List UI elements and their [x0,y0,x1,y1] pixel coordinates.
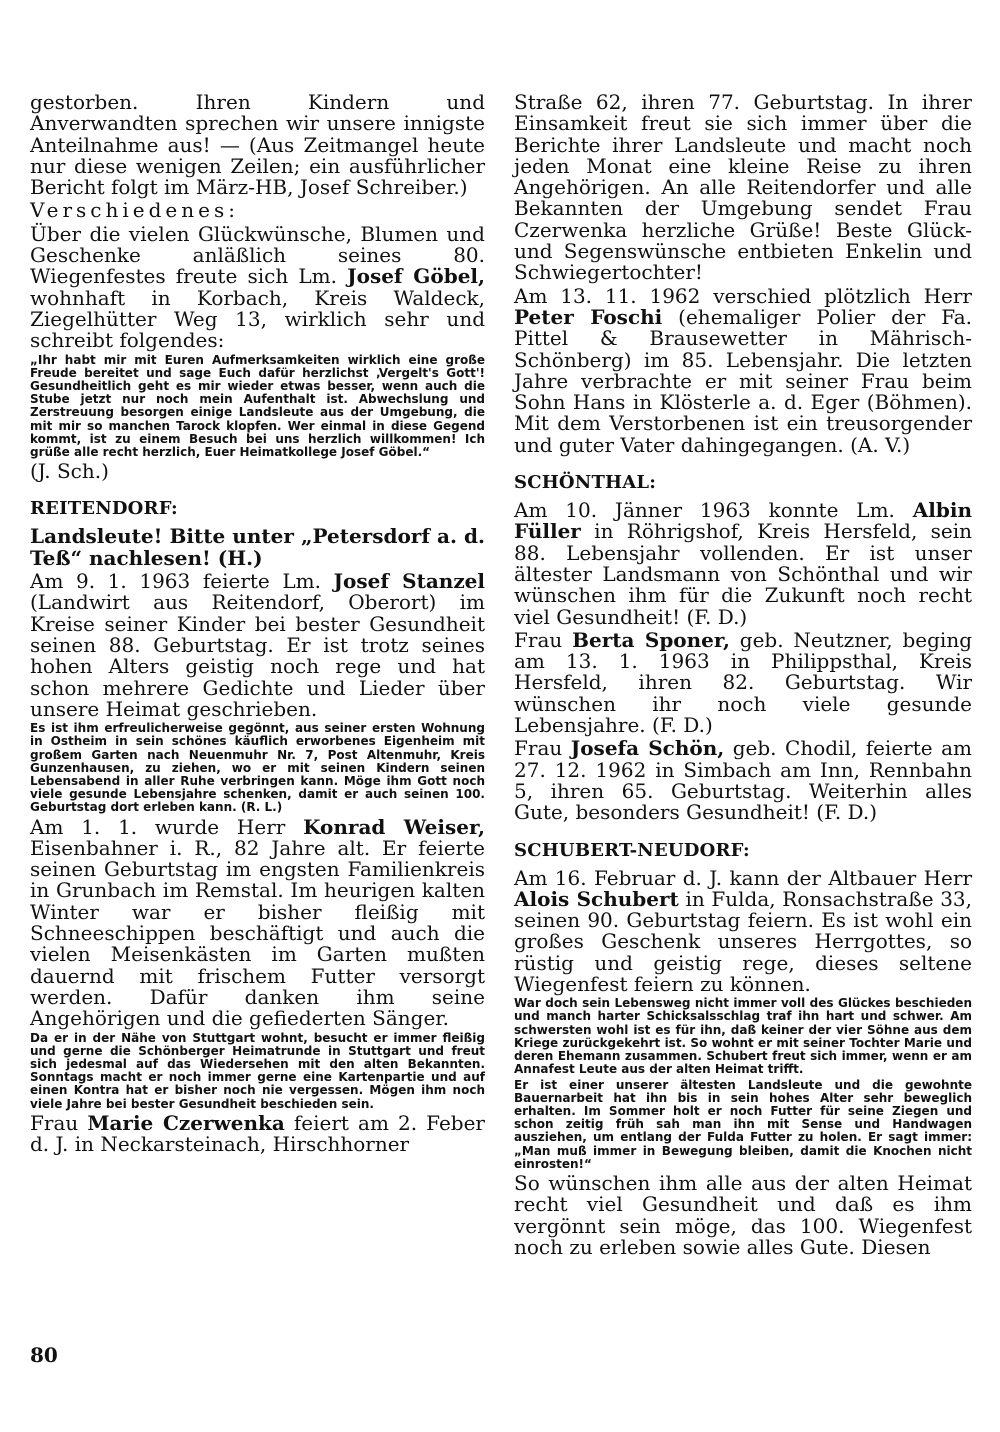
paragraph-foschi: Am 13. 11. 1962 verschied plötzlich Herr Peter Foschi (ehemaliger Polier der Fa. Pittel & Brausewetter in Mährisch-Schönberg) im 85. Lebensjahr. Die letzten Jahre verbrachte er mit seiner Frau beim Sohn Hans in Klösterle a. d. Eger (Böhmen). Mit dem Verstorbenen ist ein treusorgender und guter Vater dahingegangen. (A. V.) [514,283,972,457]
paragraph-obituary-end: gestorben. Ihren Kindern und Anverwandten sprechen wir unsere innigste Anteilnahme aus! — (Aus Zeitmangel heute nur diese wenigen Zeilen; ein ausführlicher Bericht folgt im März-HB, Josef Schreiber.) [30,90,485,200]
paragraph-sponer: Frau Berta Sponer, geb. Neutzner, beging am 13. 1. 1963 in Philippsthal, Kreis Hersfeld, ihren 82. Geburtstag. Wir wünschen ihr noch viele gesunde Lebensjahre. (F. D.) [514,627,973,738]
small-paragraph-schubert-2: Er ist einer unserer ältesten Landsleute und die gewohnte Bauernarbeit hat ihn bis in sein hohes Alter sehr beweglich erhalten. Im Sommer holt er noch Futter für seine Ziegen und schon zeitig früh sah man ihn mit Sense und Handwagen ausziehen, um entlang der Fulda Futter zu holen. Er sagt immer: „Man muß immer in Bewegung bleiben, damit die Knochen nicht einrosten!“ [514,1077,972,1171]
person-name: Josefa Schön, [570,736,725,761]
paragraph-schubert: Am 16. Februar d. J. kann der Altbauer Herr Alois Schubert in Fulda, Ronsachstraße 33, seinen 90. Geburtstag feiern. Es ist wohl ein großes Geschenk unseres Herrgottes, so rüstig und geistig rege, dieses seltene Wiegenfest feiern zu können. [514,865,973,996]
person-name: Alois Schubert [514,886,679,911]
paragraph-weiser: Am 1. 1. wurde Herr Konrad Weiser, Eisenbahner i. R., 82 Jahre alt. Er feierte seinen Geburtstag im engsten Familienkreis in Grunbach im Remstal. Im heurigen kalten Winter war er bisher fleißig mit Schneeschippen beschäftigt und auch die vielen Meisenkästen im Garten mußten dauernd mit frischem Futter versorgt werden. Dafür danken ihm seine Angehörigen und die gefiederten Sänger. [30,814,485,1031]
paragraph-stanzel: Am 9. 1. 1963 feierte Lm. Josef Stanzel (Landwirt aus Reitendorf, Oberort) im Kreise seiner Kinder bei bester Gesundheit seinen 88. Geburtstag. Er ist trotz seines hohen Alters geistig noch rege und hat schon mehrere Gedichte und Lieder über unsere Heimat geschrieben. [30,569,485,721]
small-paragraph-schubert-1: War doch sein Lebensweg nicht immer voll des Glückes beschieden und manch harter Schicksalsschlag traf ihn hart und schwer. Am schwersten wohl ist es für ihn, daß keiner der vier Söhne aus dem Kriege zurückgekehrt ist. So wohnt er mit seiner Tochter Marie und deren Ehemann zusammen. Schubert freut sich immer, wenn er am Annafest Leute aus der alten Heimat trifft. [514,996,972,1077]
person-name: Berta Sponer, [572,627,730,652]
person-name: Peter Foschi [514,304,663,329]
letter-quote: „Ihr habt mir mit Euren Aufmerksamkeiten wirklich eine große Freude bereitet und sage Euch dafür herzlichst ‚Vergelt's Gott'! Gesundheitlich geht es mir wieder etwas besser, wenn auch die Stube jetzt nur noch mein Aufenthalt ist. Abwechslung und Zerstreuung besorgen einige Landsleute aus der Umgebung, die mit mir so manchen Tarock klopfen. Wer einmal in diese Gegend kommt, ist zu einem Besuch bei uns herzlich willkommen! Ich grüße alle recht herzlich, Euer Heimatkollege Josef Göbel.“ [30,352,485,459]
section-heading-schubert-neudorf: SCHUBERT-NEUDORF: [514,839,750,861]
person-name: Marie Czerwenka [87,1110,285,1135]
section-label-verschiedenes: Verschiedenes: [30,198,239,223]
paragraph-fueller: Am 10. Jänner 1963 konnte Lm. Albin Füller in Röhrigshof, Kreis Hersfeld, sein 88. Lebensjahr vollenden. Er ist unser ältester Landsmann von Schönthal und wir wünschen ihm für die Zukunft noch recht viel Gesundheit! (F. D.) [514,498,972,629]
signature: (J. Sch.) [30,459,109,484]
left-column [30,92,485,1157]
page-number: 80 [30,1343,58,1367]
paragraph-goebel: Über die vielen Glückwünsche, Blumen und Geschenke anläßlich seines 80. Wiegenfestes freute sich Lm. Josef Göbel, wohnhaft in Korbach, Kreis Waldeck, Ziegelhütter Weg 13, wirklich sehr und schreibt folgendes: [30,221,485,353]
section-heading-schoenthal: SCHÖNTHAL: [514,472,657,494]
paragraph-czerwenka-cont: Straße 62, ihren 77. Geburtstag. In ihrer Einsamkeit freut sie sich immer über die Berichte ihrer Landsleute und macht noch jeden Monat eine kleine Reise zu ihren Angehörigen. An alle Reitendorfer und alle Bekannten der Umgebung sendet Frau Czerwenka herzliche Grüße! Beste Glück- und Segenswünsche entbieten Enkelin und Schwiegertochter! [514,90,972,285]
paragraph-czerwenka: Frau Marie Czerwenka feiert am 2. Feber d. J. in Neckarsteinach, Hirschhorner [30,1110,485,1157]
paragraph-closing: So wünschen ihm alle aus der alten Heimat recht viel Gesundheit und daß es ihm vergönnt sein möge, das 100. Wiegenfest noch zu erleben sowie alles Gute. Diesen [514,1170,972,1259]
small-paragraph-stanzel: Es ist ihm erfreulicherweise gegönnt, aus seiner ersten Wohnung in Ostheim in sein schönes käuflich erworbenes Eigenheim mit großem Garten nach Neuenmuhr Nr. 7, Post Altenmuhr, Kreis Gunzenhausen, zu ziehen, wo er mit seinen Kindern seinen Lebensabend in aller Ruhe verbringen kann. Möge ihm Gott noch viele gesunde Lebensjahre schenken, damit er auch seinen 100. Geburtstag dort erleben kann. (R. L.) [30,721,485,815]
section-heading-reitendorf: REITENDORF: [30,498,178,520]
person-name: Josef Göbel, [347,264,485,289]
person-name: Josef Stanzel [333,569,485,594]
notice-text: Landsleute! Bitte unter „Petersdorf a. d. Teß“ nachlesen! (H.) [30,524,485,570]
small-paragraph-weiser: Da er in der Nähe von Stuttgart wohnt, besucht er immer fleißig und gerne die Schönberger Heimatrunde in Stuttgart und freut sich jedesmal auf das Wiedersehen mit den alten Bekannten. Sonntags macht er noch immer gerne eine Kartenpartie und auf einen Kontra hat er bisher noch nie vergessen. Mögen ihm noch viele Jahre bei bester Gesundheit beschieden sein. [30,1030,485,1111]
person-name: Albin Füller [514,498,972,544]
paragraph-schoen: Frau Josefa Schön, geb. Chodil, feierte am 27. 12. 1962 in Simbach am Inn, Rennbahn 5, ihren 65. Geburtstag. Weiterhin alles Gute, besonders Gesundheit! (F. D.) [514,736,972,825]
person-name: Konrad Weiser, [303,814,485,839]
right-column [514,92,972,1260]
